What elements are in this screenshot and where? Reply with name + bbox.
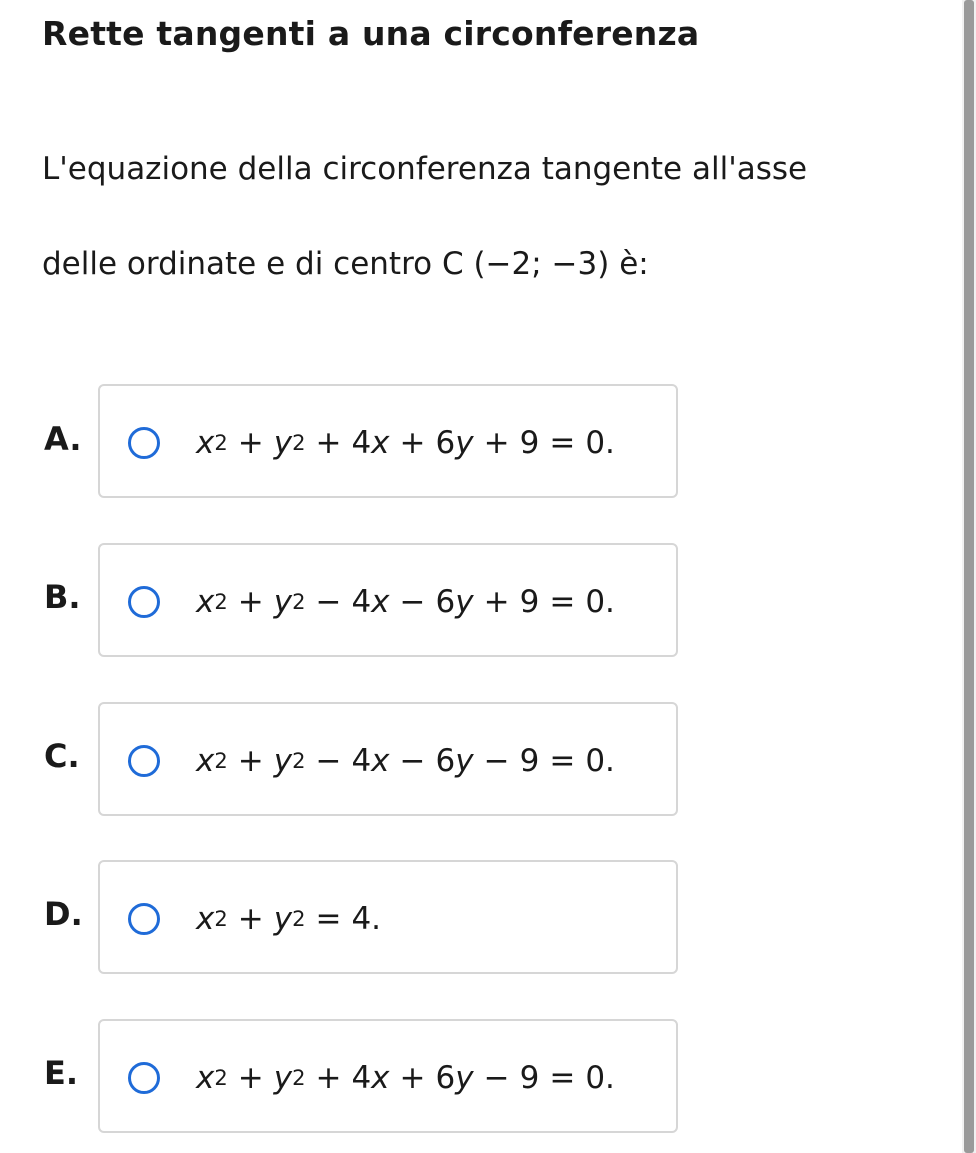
- question-text-line1: L'equazione della circonferenza tangente all'asse: [42, 151, 808, 187]
- radio-button-icon[interactable]: [128, 1062, 160, 1094]
- question-text-line2: delle ordinate e di centro C (−2; −3) è:: [42, 246, 649, 282]
- option-formula: x 2 + y 2 + 4 x + 6 y + 9 = 0.: [196, 425, 615, 461]
- option-formula: x 2 + y 2 − 4 x − 6 y + 9 = 0.: [196, 584, 615, 620]
- answer-option-c[interactable]: [98, 702, 678, 816]
- option-formula: x 2 + y 2 − 4 x − 6 y − 9 = 0.: [196, 743, 615, 779]
- radio-button-icon[interactable]: [128, 586, 160, 618]
- scrollbar-track[interactable]: [962, 0, 976, 1153]
- option-letter-e: E.: [44, 1054, 79, 1092]
- option-letter-d: D.: [44, 895, 83, 933]
- answer-option-d[interactable]: [98, 860, 678, 974]
- radio-button-icon[interactable]: [128, 745, 160, 777]
- page-title: Rette tangenti a una circonferenza: [42, 14, 700, 53]
- radio-button-icon[interactable]: [128, 427, 160, 459]
- option-letter-a: A.: [44, 420, 82, 458]
- option-formula: x 2 + y 2 = 4.: [196, 901, 382, 937]
- option-letter-b: B.: [44, 578, 81, 616]
- answer-option-e[interactable]: [98, 1019, 678, 1133]
- option-formula: x 2 + y 2 + 4 x + 6 y − 9 = 0.: [196, 1060, 615, 1096]
- option-letter-c: C.: [44, 737, 80, 775]
- scrollbar-thumb[interactable]: [964, 0, 974, 1153]
- radio-button-icon[interactable]: [128, 903, 160, 935]
- answer-option-b[interactable]: [98, 543, 678, 657]
- answer-option-a[interactable]: [98, 384, 678, 498]
